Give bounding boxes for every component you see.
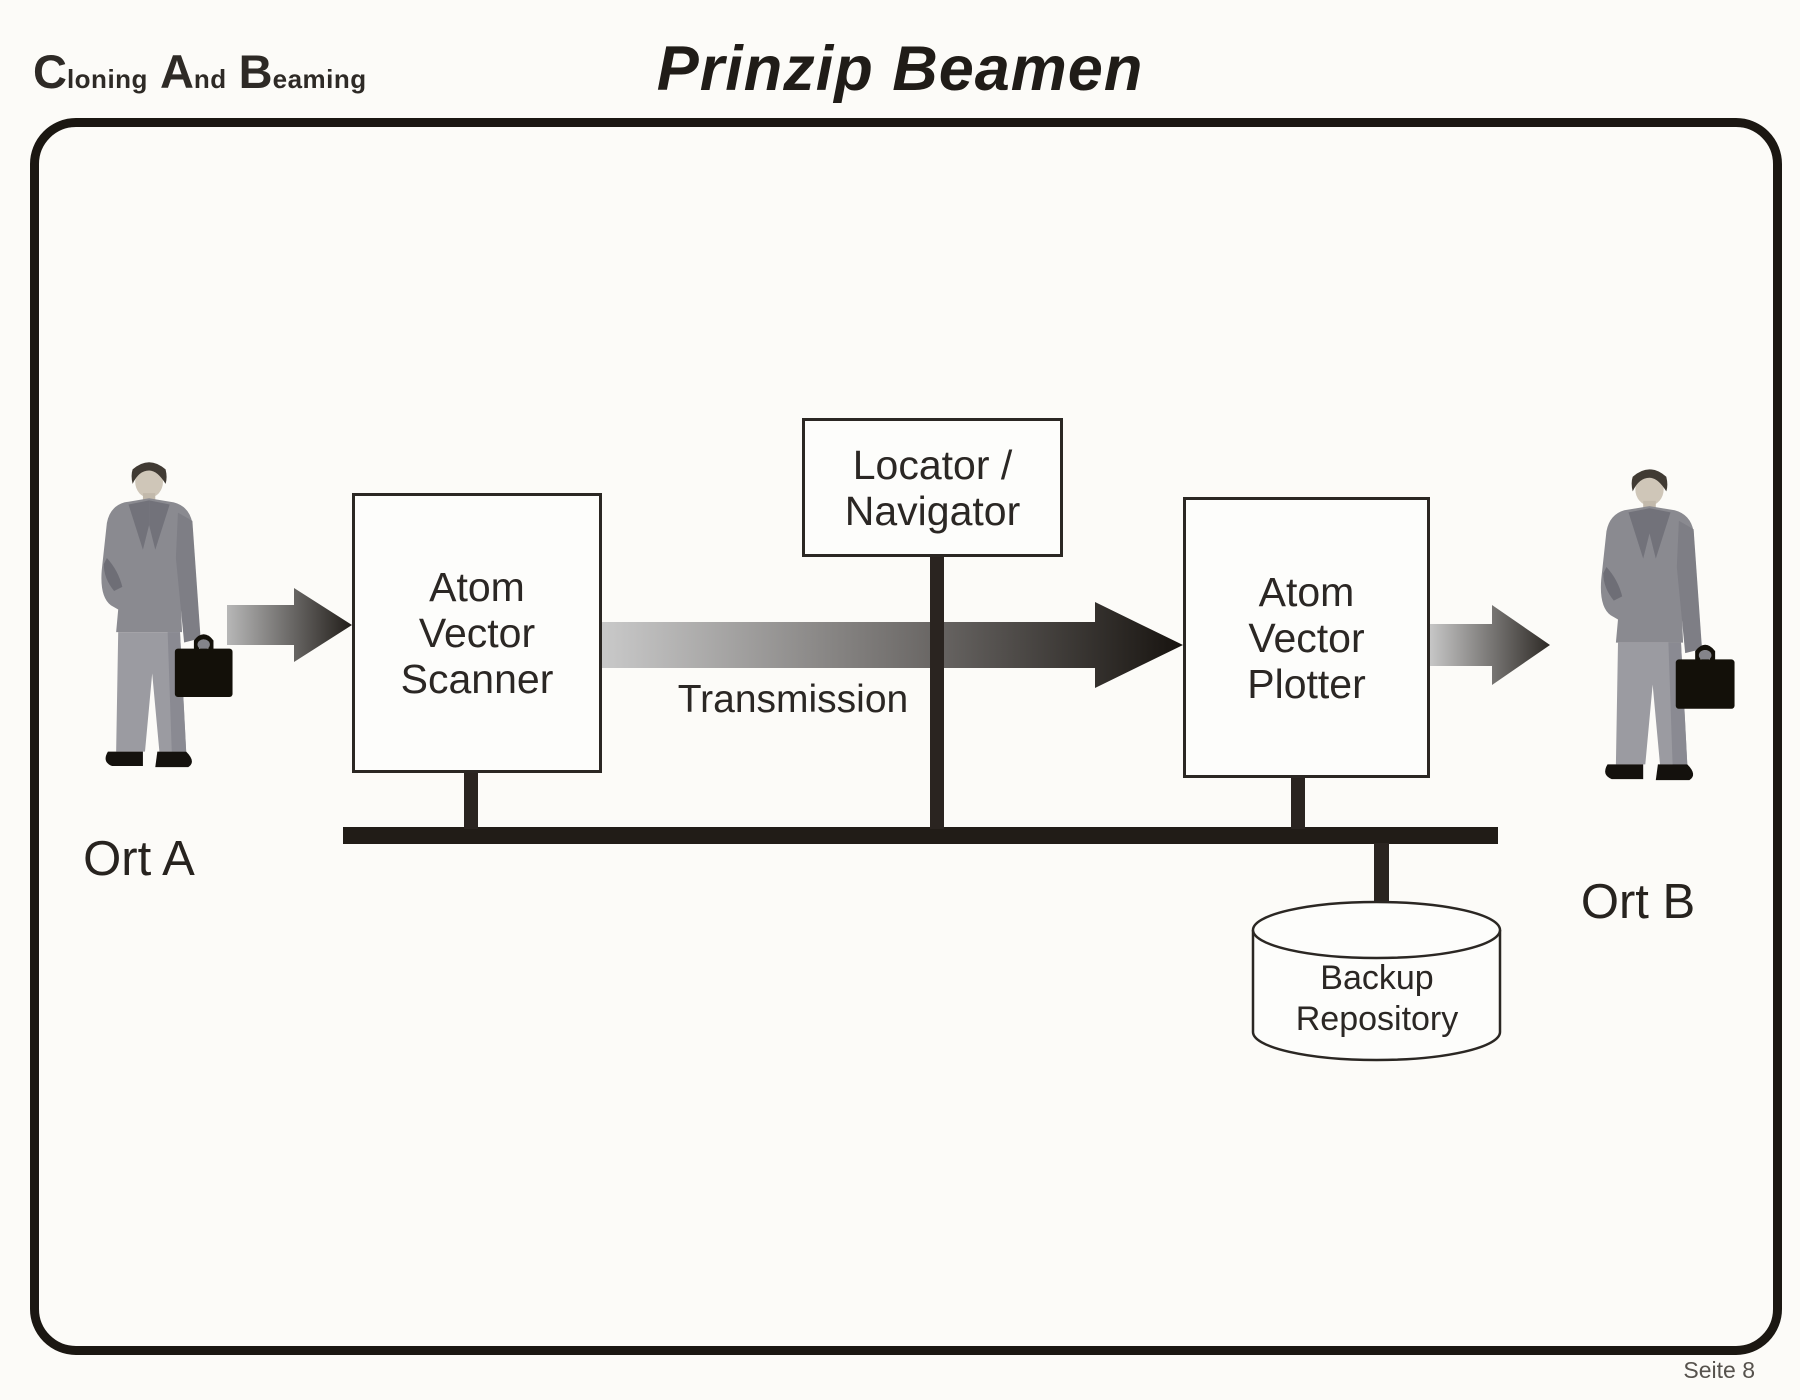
scanner-label-line2: Vector <box>418 610 536 656</box>
location-a-label: Ort A <box>83 832 195 886</box>
bus-line <box>343 827 1498 844</box>
plotter-label-line2: Vector <box>1248 614 1365 661</box>
cab-word-beaming: Beaming <box>238 45 367 98</box>
plotter-label-line1: Atom <box>1258 568 1355 615</box>
backup-label-line2: Repository <box>1295 1000 1459 1038</box>
transmission-label: Transmission <box>677 678 909 721</box>
connector-locator-bus <box>930 557 944 829</box>
scanner-label-line3: Scanner <box>400 656 554 702</box>
slide-title: Prinzip Beamen <box>656 34 1144 104</box>
locator-label-line1: Locator / <box>852 441 1013 488</box>
cab-letter-a: A <box>159 45 194 98</box>
locator-label-line2: Navigator <box>844 487 1021 534</box>
cab-letter-b: B <box>238 45 273 98</box>
arrow-plotter-to-person-b <box>1430 605 1550 685</box>
page-number: Seite 8 <box>1683 1357 1755 1383</box>
person-b-figure <box>1601 469 1735 780</box>
arrow-person-a-to-scanner <box>227 588 352 662</box>
connector-bus-backup <box>1374 843 1389 907</box>
locator-navigator-box <box>802 418 1063 557</box>
plotter-label-line3: Plotter <box>1247 660 1366 707</box>
connector-plotter-bus <box>1291 778 1305 829</box>
atom-vector-scanner-box <box>352 493 602 773</box>
cab-letter-c: C <box>33 45 67 98</box>
transmission-arrow <box>602 602 1183 688</box>
location-b-label: Ort B <box>1580 875 1696 929</box>
backup-repository-label <box>1256 958 1498 1040</box>
person-a-figure <box>101 462 232 767</box>
cab-word-and: And <box>159 45 227 98</box>
atom-vector-plotter-box <box>1183 497 1430 778</box>
backup-label-line1: Backup <box>1320 959 1434 997</box>
connector-scanner-bus <box>464 773 478 829</box>
scanner-label-line1: Atom <box>429 564 525 610</box>
cab-word-cloning: Cloning <box>33 45 148 98</box>
